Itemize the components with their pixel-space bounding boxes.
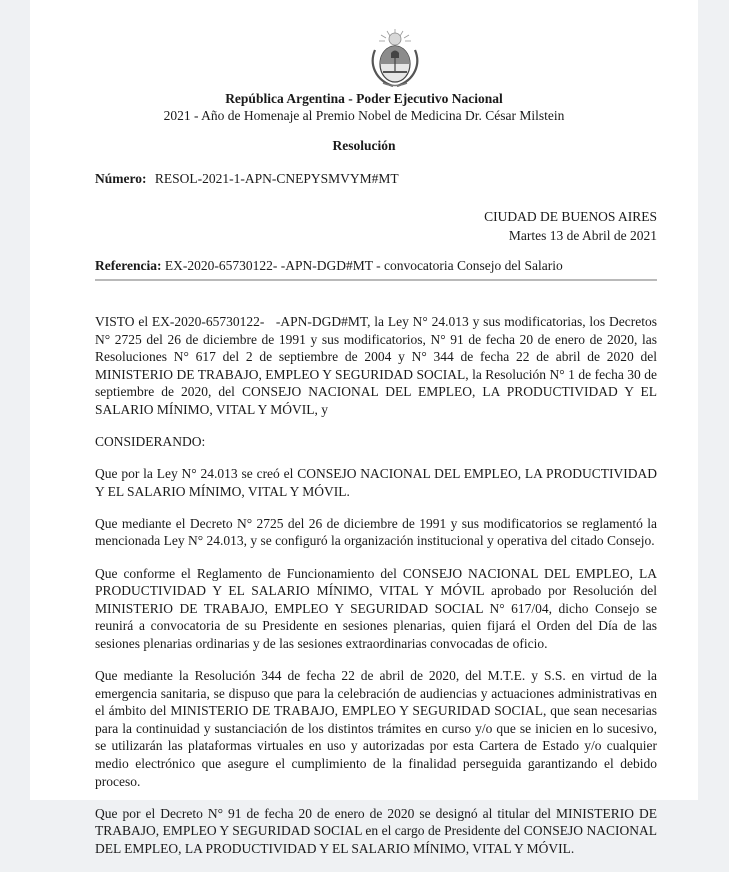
header-subtitle: 2021 - Año de Homenaje al Premio Nobel de Medicina Dr. César Milstein	[163, 108, 565, 123]
paragraph: Que por la Ley N° 24.013 se creó el CONSEJO NACIONAL DEL EMPLEO, LA PRODUCTIVIDAD Y EL SALARIO MÍNIMO, VITAL Y MÓVIL.	[95, 466, 657, 499]
numero-value: RESOL-2021-1-APN-CNEPYSMVYM#MT	[154, 171, 399, 186]
document-number	[95, 171, 399, 187]
document-type: Resolución	[332, 138, 396, 153]
document-body	[95, 313, 661, 872]
header-divider	[95, 279, 657, 281]
paragraph: Que por el Decreto N° 91 de fecha 20 de enero de 2020 se designó al titular del MINISTERIO DE TRABAJO, EMPLEO Y SEGURIDAD SOCIAL en el cargo de Presidente del CONSEJO NACIONAL DEL EMPLEO, LA PRODUCTIVIDAD Y EL SALARIO MÍNIMO, VITAL Y MÓVIL.	[95, 805, 657, 856]
numero-label: Número:	[95, 171, 147, 186]
referencia-value: EX-2020-65730122- -APN-DGD#MT - convocatoria Consejo del Salario	[164, 258, 563, 273]
place-and-date	[484, 207, 657, 245]
city: CIUDAD DE BUENOS AIRES	[484, 209, 657, 224]
paragraph-visto: VISTO el EX-2020-65730122- -APN-DGD#MT, la Ley N° 24.013 y sus modificatorias, los Decretos N° 2725 del 26 de diciembre de 1991 y sus modificatorios, N° 91 de fecha 20 de enero de 2020, las Resoluciones N° 617 del 2 de septiembre de 2004 y N° 344 de fecha 22 de abril de 2020 del MINISTERIO DE TRABAJO, EMPLEO Y SEGURIDAD SOCIAL, la Resolución N° 1 de fecha 30 de septiembre de 2020, del CONSEJO NACIONAL DEL EMPLEO, LA PRODUCTIVIDAD Y EL SALARIO MÍNIMO, VITAL Y MÓVIL, y	[95, 314, 661, 417]
document-reference	[95, 258, 563, 274]
argentina-coat-of-arms-icon	[365, 28, 425, 90]
paragraph-considerando: CONSIDERANDO:	[95, 434, 206, 450]
paragraph: Que mediante el Decreto N° 2725 del 26 de diciembre de 1991 y sus modificatorios se reglamentó la mencionada Ley N° 24.013, y se configuró la organización institucional y operativa del citado Consejo.	[95, 515, 657, 549]
paragraph: Que conforme el Reglamento de Funcionamiento del CONSEJO NACIONAL DEL EMPLEO, LA PRODUCTIVIDAD Y EL SALARIO MÍNIMO, VITAL Y MÓVIL aprobado por Resolución del MINISTERIO DE TRABAJO, EMPLEO Y SEGURIDAD SOCIAL N° 617/04, dicho Consejo se reunirá a convocatoria de su Presidente en sesiones plenarias, quien fijará el Orden del Día de las sesiones plenarias ordinarias y de las sesiones extraordinarias convocadas de oficio.	[95, 565, 657, 651]
date: Martes 13 de Abril de 2021	[508, 228, 657, 243]
document-page	[30, 0, 698, 856]
header-title: República Argentina - Poder Ejecutivo Nacional	[225, 91, 503, 106]
paragraph: Que mediante la Resolución 344 de fecha 22 de abril de 2020, del M.T.E. y S.S. en virtud de la emergencia sanitaria, se dispuso que para la celebración de audiencias y actuaciones administrativas en el ámbito del MINISTERIO DE TRABAJO, EMPLEO Y SEGURIDAD SOCIAL, que sean necesarias para la continuidad y sustanciación de los distintos trámites en curso y/o que se inicien en lo sucesivo, se utilizarán las plataformas virtuales en uso y autorizadas por esta Cartera de Estado y/o cualquier medio electrónico que asegure el cumplimiento de la finalidad perseguida garantizando el debido proceso.	[95, 668, 657, 789]
referencia-label: Referencia:	[95, 258, 162, 273]
